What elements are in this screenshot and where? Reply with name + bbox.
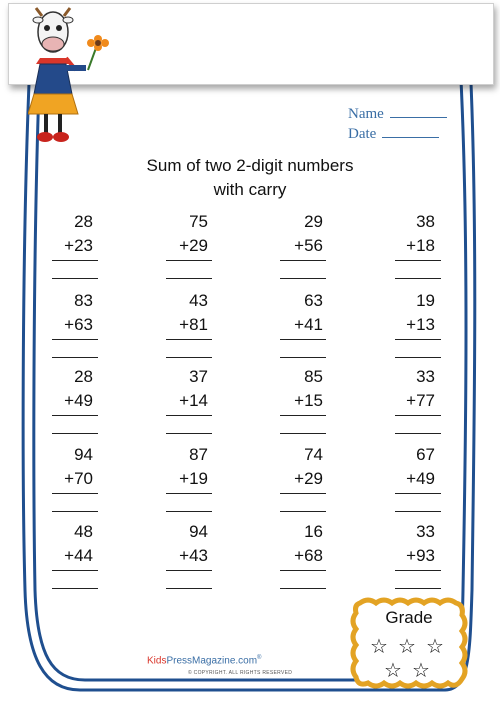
copyright-text: © COPYRIGHT. ALL RIGHTS RESERVED	[188, 670, 293, 676]
addend: +43	[179, 546, 208, 565]
answer-line[interactable]	[280, 278, 326, 279]
top-number: 29	[304, 212, 323, 231]
addition-problem	[43, 210, 93, 258]
top-number: 37	[189, 367, 208, 386]
addend: +29	[179, 236, 208, 255]
addition-problem	[273, 520, 323, 568]
sum-line	[166, 339, 212, 340]
answer-line[interactable]	[166, 433, 212, 434]
addition-problem	[43, 365, 93, 413]
addend: +19	[179, 469, 208, 488]
sum-line	[280, 415, 326, 416]
addend: +41	[294, 315, 323, 334]
addition-problem	[273, 365, 323, 413]
sum-line	[52, 493, 98, 494]
top-number: 28	[74, 212, 93, 231]
addend: +70	[64, 469, 93, 488]
date-field	[348, 125, 439, 143]
top-number: 85	[304, 367, 323, 386]
answer-line[interactable]	[52, 278, 98, 279]
addend: +63	[64, 315, 93, 334]
worksheet-title-line1: Sum of two 2-digit numbers	[146, 156, 354, 175]
top-number: 87	[189, 445, 208, 464]
sum-line	[280, 339, 326, 340]
answer-line[interactable]	[166, 357, 212, 358]
star-icon[interactable]: ☆	[398, 634, 416, 658]
addition-problem	[43, 289, 93, 337]
top-number: 94	[74, 445, 93, 464]
addition-problem	[385, 210, 435, 258]
addend: +49	[64, 391, 93, 410]
answer-line[interactable]	[166, 511, 212, 512]
answer-line[interactable]	[395, 588, 441, 589]
addend: +68	[294, 546, 323, 565]
brand-logo	[147, 655, 261, 666]
grade-label: Grade	[385, 608, 433, 627]
sum-line	[52, 339, 98, 340]
answer-line[interactable]	[395, 433, 441, 434]
top-number: 67	[416, 445, 435, 464]
addition-problem	[158, 210, 208, 258]
answer-line[interactable]	[166, 278, 212, 279]
addition-problem	[43, 520, 93, 568]
top-number: 83	[74, 291, 93, 310]
addend: +56	[294, 236, 323, 255]
answer-line[interactable]	[280, 433, 326, 434]
top-number: 33	[416, 522, 435, 541]
addend: +81	[179, 315, 208, 334]
answer-line[interactable]	[52, 588, 98, 589]
addend: +15	[294, 391, 323, 410]
sum-line	[280, 570, 326, 571]
addend: +44	[64, 546, 93, 565]
brand-mark: ®	[257, 655, 262, 661]
answer-line[interactable]	[280, 357, 326, 358]
addition-problem	[385, 443, 435, 491]
addend: +49	[406, 469, 435, 488]
top-number: 38	[416, 212, 435, 231]
sum-line	[395, 339, 441, 340]
top-number: 94	[189, 522, 208, 541]
sum-line	[395, 260, 441, 261]
answer-line[interactable]	[280, 588, 326, 589]
addend: +29	[294, 469, 323, 488]
top-number: 75	[189, 212, 208, 231]
sum-line	[395, 570, 441, 571]
answer-line[interactable]	[395, 278, 441, 279]
answer-line[interactable]	[280, 511, 326, 512]
top-number: 33	[416, 367, 435, 386]
date-label: Date	[348, 126, 377, 142]
name-line[interactable]	[390, 105, 447, 118]
addend: +77	[406, 391, 435, 410]
top-number: 19	[416, 291, 435, 310]
top-number: 43	[189, 291, 208, 310]
sum-line	[166, 570, 212, 571]
addition-problem	[273, 289, 323, 337]
addition-problem	[273, 210, 323, 258]
brand-kids: Kids	[147, 655, 167, 667]
top-number: 74	[304, 445, 323, 464]
addend: +18	[406, 236, 435, 255]
cow-mascot-illustration	[28, 6, 123, 144]
top-number: 63	[304, 291, 323, 310]
addition-problem	[158, 365, 208, 413]
answer-line[interactable]	[52, 357, 98, 358]
sum-line	[280, 260, 326, 261]
addend: +14	[179, 391, 208, 410]
answer-line[interactable]	[166, 588, 212, 589]
sum-line	[52, 415, 98, 416]
name-label: Name	[348, 106, 384, 122]
addition-problem	[385, 289, 435, 337]
addend: +13	[406, 315, 435, 334]
addition-problem	[158, 520, 208, 568]
addition-problem	[385, 520, 435, 568]
date-line[interactable]	[382, 125, 439, 138]
worksheet-title-line2: with carry	[213, 180, 287, 199]
sum-line	[52, 260, 98, 261]
addition-problem	[43, 443, 93, 491]
addition-problem	[385, 365, 435, 413]
top-number: 16	[304, 522, 323, 541]
top-number: 48	[74, 522, 93, 541]
addend: +93	[406, 546, 435, 565]
answer-line[interactable]	[52, 511, 98, 512]
sum-line	[395, 415, 441, 416]
answer-line[interactable]	[395, 357, 441, 358]
sum-line	[395, 493, 441, 494]
star-icon[interactable]: ☆	[412, 658, 430, 682]
top-number: 28	[74, 367, 93, 386]
addition-problem	[273, 443, 323, 491]
sum-line	[166, 260, 212, 261]
sum-line	[280, 493, 326, 494]
brand-rest: PressMagazine.com	[166, 655, 258, 667]
sum-line	[166, 493, 212, 494]
addend: +23	[64, 236, 93, 255]
answer-line[interactable]	[395, 511, 441, 512]
name-field	[348, 105, 447, 123]
addition-problem	[158, 443, 208, 491]
star-icon[interactable]: ☆	[384, 658, 402, 682]
answer-line[interactable]	[52, 433, 98, 434]
sum-line	[52, 570, 98, 571]
star-icon[interactable]: ☆	[370, 634, 388, 658]
sum-line	[166, 415, 212, 416]
star-icon[interactable]: ☆	[426, 634, 444, 658]
addition-problem	[158, 289, 208, 337]
